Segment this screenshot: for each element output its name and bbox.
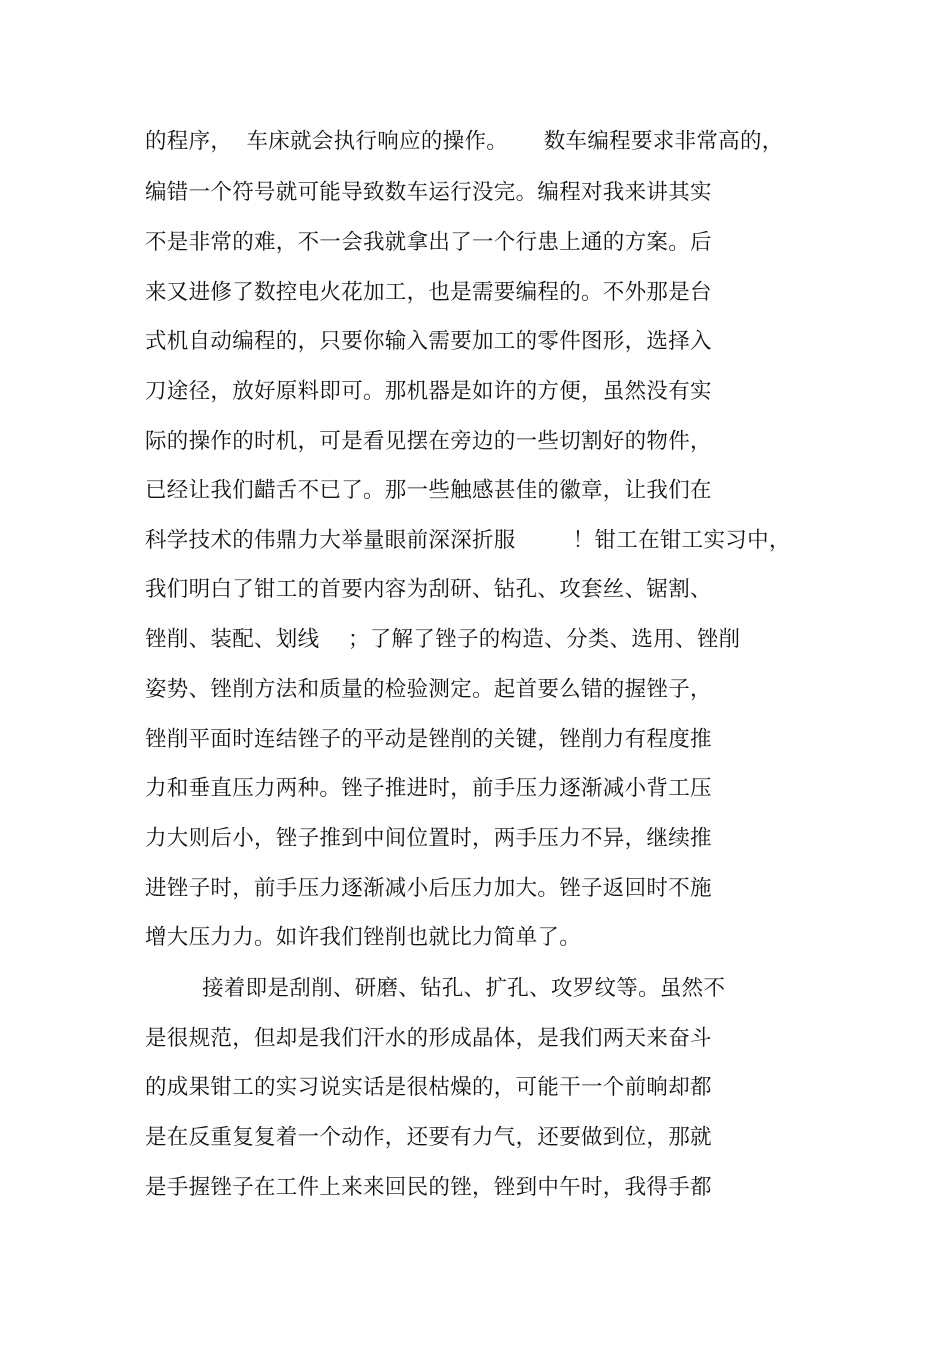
text-line: 式机自动编程的，只要你输入需要加工的零件图形，选择入	[145, 329, 712, 354]
text-line: 增大压力力。如许我们锉削也就比力简单了。	[145, 925, 582, 950]
text-line: 际的操作的时机，可是看见摆在旁边的一些切割好的物件，	[145, 429, 712, 454]
text-line: 锉削、装配、划线 ；了解了锉子的构造、分类、选用、锉削	[145, 627, 741, 652]
text-line: 我们明白了钳工的首要内容为刮研、钻孔、攻套丝、锯割、	[145, 577, 712, 602]
text-line: 不是非常的难，不一会我就拿出了一个行患上通的方案。后	[145, 230, 712, 255]
text-line: 科学技术的伟鼎力大举量眼前深深折服 ！钳工在钳工实习中，	[145, 528, 791, 553]
text-line: 已经让我们齰舌不已了。那一些触感甚佳的徽章，让我们在	[145, 478, 712, 503]
text-line: 进锉子时，前手压力逐渐减小后压力加大。锉子返回时不施	[145, 876, 712, 901]
text-line: 锉削平面时连结锉子的平动是锉削的关键，锉削力有程度推	[145, 727, 712, 752]
text-line: 是手握锉子在工件上来来回民的锉，锉到中午时，我得手都	[145, 1175, 712, 1200]
text-line: 是在反重复复着一个动作，还要有力气，还要做到位，那就	[145, 1125, 712, 1150]
text-line: 的成果钳工的实习说实话是很枯燥的，可能干一个前晌却都	[145, 1075, 712, 1100]
text-line: 力和垂直压力两种。锉子推进时，前手压力逐渐减小背工压	[145, 776, 712, 801]
text-line: 来又进修了数控电火花加工，也是需要编程的。不外那是台	[145, 280, 712, 305]
text-line: 编错一个符号就可能导致数车运行没完。编程对我来讲其实	[145, 180, 712, 205]
text-line: 是很规范，但却是我们汗水的形成晶体，是我们两天来奋斗	[145, 1026, 712, 1051]
text-line: 接着即是刮削、研磨、钻孔、扩孔、攻罗纹等。虽然不	[145, 976, 726, 1001]
text-line: 的程序， 车床就会执行响应的操作。 数车编程要求非常高的，	[145, 129, 784, 154]
text-line: 姿势、锉削方法和质量的检验测定。起首要么错的握锉子，	[145, 677, 712, 702]
text-line: 力大则后小，锉子推到中间位置时，两手压力不异，继续推	[145, 826, 712, 851]
text-line: 刀途径，放好原料即可。那机器是如许的方便，虽然没有实	[145, 379, 712, 404]
